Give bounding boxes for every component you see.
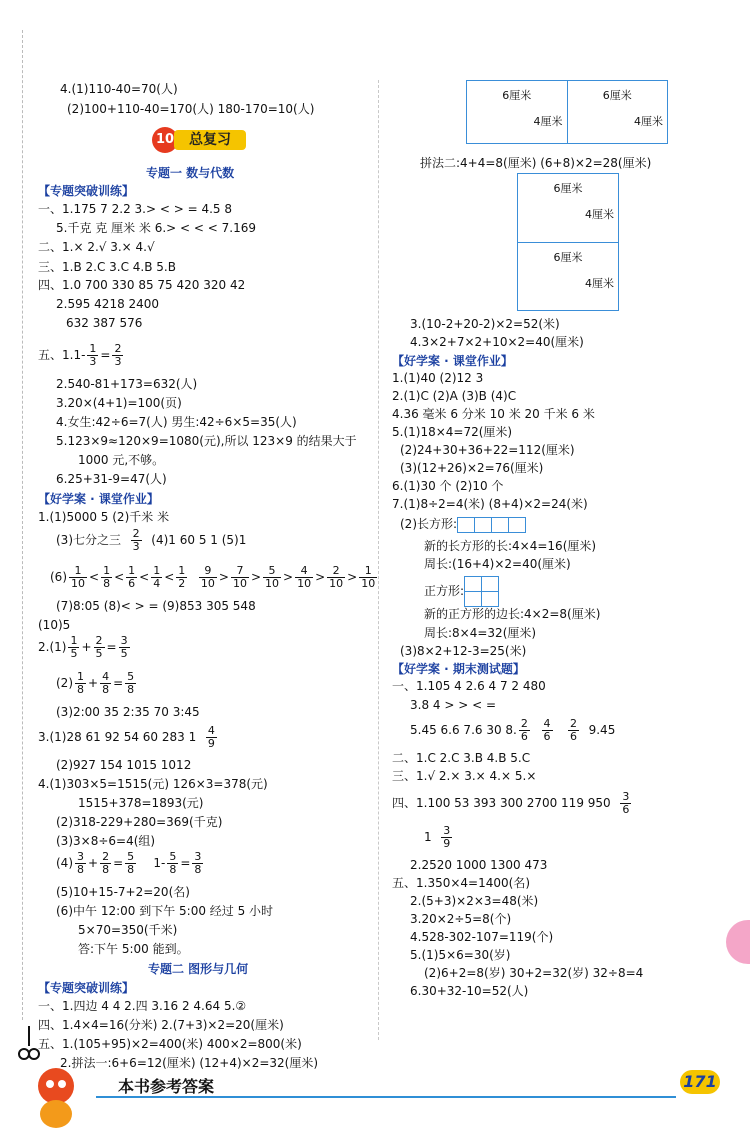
text: 五、1.1- (38, 348, 86, 362)
numerator: 2 (102, 850, 110, 863)
section-heading: 【专题突破训练】 (38, 981, 135, 995)
line-answer: 新的正方形的边长:4×2=8(厘米) (424, 607, 601, 621)
line-answer: 五、1.(105+95)×2=400(米) 400×2=800(米) (38, 1037, 302, 1051)
numerator: 1 (70, 634, 78, 647)
length-label: 6厘米 (602, 89, 632, 102)
fraction: $\frac{3}{6}$ (622, 790, 630, 816)
operator: 1- (138, 856, 166, 870)
line-answer: 1.(1)5000 5 (2)千米 米 (38, 510, 170, 524)
fraction (68, 635, 79, 660)
line-answer: 一、1.175 7 2.2 3.> < > = 4.5 8 (38, 202, 232, 216)
line-answer: 6.30+32-10=52(人) (410, 984, 529, 998)
numerator: 1 (128, 564, 136, 577)
section-heading: 【好学案 · 课堂作业】 (38, 492, 159, 506)
operator: = (106, 640, 117, 654)
numerator: 5 (127, 850, 135, 863)
numerator: 5 (169, 850, 177, 863)
line-answer: (3)2:00 35 2:35 70 3:45 (56, 705, 200, 719)
operator: = (180, 856, 191, 870)
length-label: 6厘米 (502, 89, 532, 102)
rectangle-cell (518, 174, 618, 242)
fraction-equation (56, 848, 205, 878)
square-grid (464, 576, 499, 607)
line-answer: 2.2520 1000 1300 473 (410, 858, 548, 872)
numerator: 1 (178, 564, 186, 577)
numerator: 1 (103, 564, 111, 577)
line-answer: 拼法二:4+4=8(厘米) (6+8)×2=28(厘米) (420, 156, 652, 170)
text: (4)1 60 5 1 (5)1 (151, 533, 247, 547)
line-answer: (2)100+110-40=170(人) 180-170=10(人) (67, 102, 315, 116)
width-label: 4厘米 (634, 115, 663, 128)
line-answer: (3)3×8÷6=4(组) (56, 834, 156, 848)
line-answer: (3)8×2+12-3=25(米) (400, 644, 527, 658)
fraction: $\frac{3}{9}$ (443, 824, 451, 850)
line-answer: (7)8:05 (8)< > = (9)853 305 548 (56, 599, 256, 613)
denominator: 6 (128, 577, 136, 590)
fraction (100, 851, 111, 876)
line-answer: 5.123×9≈120×9=1080(元),所以 123×9 的结果大于 (56, 434, 357, 448)
operator: > (218, 570, 229, 584)
denominator: 4 (153, 577, 161, 590)
rectangle-grid (457, 517, 526, 533)
line-answer: 三、1.B 2.C 3.C 4.B 5.B (38, 260, 176, 274)
line-answer: 一、1.四边 4 4 2.四 3.16 2 4.64 5.② (38, 999, 247, 1013)
fraction-line (38, 722, 219, 752)
numerator: 2 (95, 634, 103, 647)
length-label: 6厘米 (553, 182, 583, 195)
operator: < (139, 570, 150, 584)
numerator: 5 (263, 565, 281, 578)
width-label: 4厘米 (533, 115, 563, 128)
denominator: 2 (178, 577, 186, 590)
numerator: 4 (102, 670, 110, 683)
denominator: 8 (169, 863, 177, 876)
text: (2)长方形: (400, 517, 458, 531)
denominator: 10 (329, 577, 344, 590)
line-answer: 4.3×2+7×2+10×2=40(厘米) (410, 335, 584, 349)
fraction (327, 565, 345, 590)
review-badge (152, 127, 252, 153)
line-answer: 二、1.C 2.C 3.B 4.B 5.C (392, 751, 531, 765)
line-answer: 6.(1)30 个 (2)10 个 (392, 479, 504, 493)
line-answer: 4.(1)110-40=70(人) (60, 82, 178, 96)
length-label: 6厘米 (553, 250, 583, 264)
text: 正方形: (424, 584, 465, 598)
operator (189, 570, 197, 584)
shape-line (424, 576, 499, 607)
fraction: $\frac{1}{3}$ (89, 342, 97, 368)
fraction-line (392, 788, 633, 818)
operator: > (315, 570, 326, 584)
line-answer: (2)24+30+36+22=112(厘米) (400, 443, 575, 457)
text: 1 (424, 830, 432, 844)
fraction (359, 565, 377, 590)
fraction-equation (56, 668, 138, 698)
line-answer: 632 387 576 (66, 316, 143, 330)
line-answer: 四、1.0 700 330 85 75 420 320 42 (38, 278, 246, 292)
numerator: 2 (327, 565, 345, 578)
mascot-icon (26, 1062, 86, 1132)
line-answer: 2.拼法一:6+6=12(厘米) (12+4)×2=32(厘米) (60, 1056, 319, 1070)
badge-title: 总复习 (174, 130, 246, 150)
column-divider (378, 80, 379, 1040)
section-heading: 【好学案 · 期末测试题】 (392, 662, 525, 676)
fraction-chain (50, 562, 379, 592)
fraction (126, 565, 137, 590)
fraction: $\frac{2}{6}$ (520, 717, 528, 743)
line-answer: 2.(1)C (2)A (3)B (4)C (392, 389, 517, 403)
line-answer: 一、1.105 4 2.6 4 7 2 480 (392, 679, 546, 693)
section-heading: 【好学案 · 课堂作业】 (392, 354, 513, 368)
width-label: 4厘米 (585, 276, 614, 290)
line-answer: 5×70=350(千米) (78, 923, 178, 937)
denominator: 10 (232, 577, 247, 590)
line-answer: 3.8 4 > > < = (410, 698, 497, 712)
numerator: 3 (77, 850, 84, 863)
line-answer: 3.20×(4+1)=100(页) (56, 396, 182, 410)
operator: > (347, 570, 358, 584)
numerator: 1 (77, 670, 84, 683)
denominator: 5 (70, 647, 78, 660)
fraction (94, 635, 105, 660)
line-answer: 4.36 毫米 6 分米 10 米 20 千米 6 米 (392, 407, 595, 421)
text: 5.45 6.6 7.6 30 8. (410, 723, 517, 737)
text: 四、1.100 53 393 300 2700 119 950 (392, 796, 611, 810)
line-answer: 新的长方形的长:4×4=16(厘米) (424, 539, 597, 553)
topic-heading: 专题一 数与代数 (146, 166, 235, 180)
line-answer: 答:下午 5:00 能到。 (78, 942, 189, 956)
fraction (69, 565, 87, 590)
line-answer: 五、1.350×4=1400(名) (392, 876, 531, 890)
operator: + (88, 856, 99, 870)
fraction (75, 851, 86, 876)
line-answer: 4.(1)303×5=1515(元) 126×3=378(元) (38, 777, 268, 791)
line-answer: (2)318-229+280=369(千克) (56, 815, 223, 829)
line-answer: 3.(10-2+20-2)×2=52(米) (410, 317, 560, 331)
fraction (119, 635, 130, 660)
operator: = (113, 856, 124, 870)
fraction (199, 565, 217, 590)
mascot-icon (726, 920, 750, 964)
line-answer: 2.(5+3)×2×3=48(米) (410, 894, 539, 908)
rectangle-cell (568, 81, 668, 143)
denominator: 8 (194, 863, 202, 876)
line-answer: (2)927 154 1015 1012 (56, 758, 192, 772)
fraction (263, 565, 281, 590)
line-answer: (10)5 (38, 618, 71, 632)
line-answer: 周长:8×4=32(厘米) (424, 626, 537, 640)
text: (4) (56, 856, 73, 870)
rectangle-cell (467, 81, 568, 143)
operator: = (113, 676, 124, 690)
fraction (151, 565, 162, 590)
operator: < (164, 570, 175, 584)
scissors-icon (18, 1026, 40, 1066)
denominator: 8 (127, 683, 135, 696)
operator: < (114, 570, 125, 584)
fraction-line (38, 340, 125, 370)
line-answer: 5.(1)18×4=72(厘米) (392, 425, 513, 439)
denominator: 5 (95, 647, 103, 660)
line-answer: 四、1.4×4=16(分米) 2.(7+3)×2=20(厘米) (38, 1018, 284, 1032)
fraction: $\frac{4}{6}$ (543, 717, 551, 743)
shape-line (400, 514, 526, 534)
fraction: $\frac{2}{3}$ (132, 527, 140, 553)
topic-heading: 专题二 图形与几何 (148, 962, 249, 976)
text: = (100, 348, 111, 362)
numerator: 3 (194, 850, 202, 863)
line-answer: 二、1.× 2.√ 3.× 4.√ (38, 240, 155, 254)
fraction: $\frac{2}{6}$ (569, 717, 577, 743)
denominator: 5 (120, 647, 128, 660)
operator: + (88, 676, 99, 690)
fraction (231, 565, 249, 590)
fraction (125, 671, 136, 696)
denominator: 10 (265, 577, 280, 590)
numerator: 3 (120, 634, 128, 647)
denominator: 8 (127, 863, 135, 876)
fraction (101, 565, 112, 590)
text: (6) (50, 570, 67, 584)
fraction-equation (38, 632, 132, 662)
text: 9.45 (588, 723, 616, 737)
operator: > (250, 570, 262, 584)
cut-line (22, 30, 23, 1020)
badge-number: 10 (152, 127, 178, 153)
numerator: 4 (295, 565, 313, 578)
line-answer: 2.595 4218 2400 (56, 297, 160, 311)
denominator: 8 (77, 863, 84, 876)
denominator: 8 (77, 683, 84, 696)
operator: > (283, 570, 294, 584)
operator: + (81, 640, 92, 654)
width-label: 4厘米 (585, 208, 614, 221)
line-answer: 1515+378=1893(元) (78, 796, 204, 810)
line-answer: 4.女生:42÷6=7(人) 男生:42÷6×5=35(人) (56, 415, 297, 429)
rectangle-cell (518, 242, 618, 311)
line-answer: 7.(1)8÷2=4(米) (8+4)×2=24(米) (392, 497, 588, 511)
denominator: 8 (102, 863, 110, 876)
denominator: 10 (71, 577, 85, 590)
numerator: 5 (127, 670, 135, 683)
rectangle-diagram (466, 80, 668, 144)
numerator: 7 (231, 565, 249, 578)
denominator: 10 (200, 577, 215, 590)
fraction (75, 671, 86, 696)
line-answer: 三、1.√ 2.× 3.× 4.× 5.× (392, 769, 537, 783)
line-answer: (5)10+15-7+2=20(名) (56, 885, 190, 899)
line-answer: 1.(1)40 (2)12 3 (392, 371, 484, 385)
fraction-line (410, 715, 615, 745)
fraction (100, 671, 111, 696)
operator: < (89, 570, 100, 584)
line-answer: (2)6+2=8(岁) 30+2=32(岁) 32÷8=4 (424, 966, 644, 980)
denominator: 8 (103, 577, 111, 590)
numerator: 1 (359, 565, 377, 578)
line-answer: 5.千克 克 厘米 米 6.> < < < 7.169 (56, 221, 256, 235)
denominator: 10 (361, 577, 376, 590)
footer-title: 本书参考答案 (118, 1077, 215, 1096)
text: 3.(1)28 61 92 54 60 283 1 (38, 730, 197, 744)
numerator: 1 (69, 565, 87, 578)
line-answer: 3.20×2÷5=8(个) (410, 912, 512, 926)
fraction-line (424, 822, 454, 852)
numerator: 9 (199, 565, 217, 578)
denominator: 10 (297, 577, 312, 590)
fraction (192, 851, 203, 876)
rectangle-diagram (517, 173, 619, 311)
line-answer: 4.528-302-107=119(个) (410, 930, 554, 944)
section-heading: 【专题突破训练】 (38, 184, 135, 198)
fraction (125, 851, 136, 876)
line-answer: (6)中午 12:00 到下午 5:00 经过 5 小时 (56, 904, 274, 918)
fraction: $\frac{2}{3}$ (114, 342, 122, 368)
line-answer: 周长:(16+4)×2=40(厘米) (424, 557, 571, 571)
text: (3)七分之三 (56, 533, 121, 547)
line-answer: (3)(12+26)×2=76(厘米) (400, 461, 544, 475)
fraction-line (56, 525, 246, 555)
text: 2.(1) (38, 640, 67, 654)
page-number: 171 (680, 1070, 720, 1094)
numerator: 1 (153, 564, 161, 577)
line-answer: 6.25+31-9=47(人) (56, 472, 167, 486)
fraction (176, 565, 187, 590)
fraction: $\frac{4}{9}$ (207, 724, 215, 750)
text: (2) (56, 676, 73, 690)
fraction (167, 851, 178, 876)
line-answer: 2.540-81+173=632(人) (56, 377, 198, 391)
line-answer: 1000 元,不够。 (78, 453, 165, 467)
fraction (295, 565, 313, 590)
line-answer: 5.(1)5×6=30(岁) (410, 948, 511, 962)
denominator: 8 (102, 683, 110, 696)
